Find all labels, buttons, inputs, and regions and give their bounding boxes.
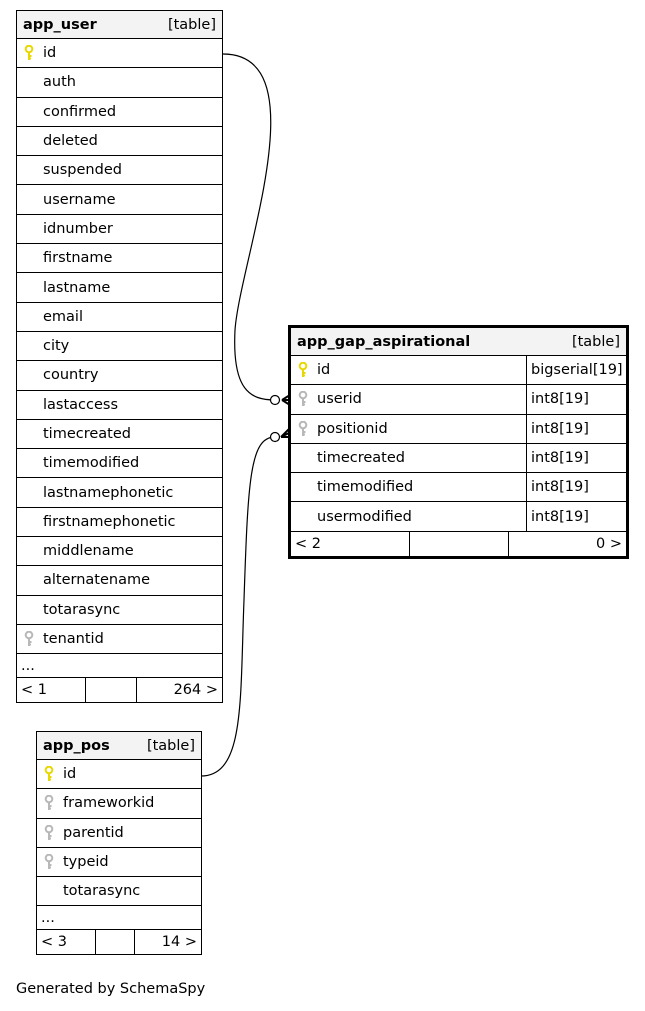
column-row[interactable] — [17, 68, 222, 97]
column-name: usermodified — [317, 508, 412, 525]
column-row[interactable] — [17, 215, 222, 244]
foreign-key-icon — [291, 421, 315, 437]
table-header — [37, 732, 201, 760]
column-row[interactable] — [291, 385, 626, 414]
primary-key-icon — [37, 766, 61, 782]
footer-spacer — [85, 678, 137, 702]
column-name: lastnamephonetic — [43, 484, 174, 501]
foreign-key-icon — [17, 631, 41, 647]
column-row[interactable] — [17, 537, 222, 566]
table-kind: [table] — [146, 737, 195, 754]
generated-by-text: Generated by SchemaSpy — [16, 981, 206, 997]
children-count[interactable]: 14 > — [161, 934, 197, 951]
column-name: userid — [317, 391, 362, 408]
column-name: positionid — [317, 420, 388, 437]
column-name: totarasync — [63, 883, 141, 900]
table-header — [291, 328, 626, 356]
foreign-key-icon — [37, 854, 61, 870]
column-row[interactable] — [37, 819, 201, 848]
table-name: app_gap_aspirational — [297, 333, 471, 350]
column-row[interactable] — [17, 244, 222, 273]
column-name: totarasync — [43, 601, 121, 618]
column-type: int8[19] — [526, 502, 626, 530]
column-row[interactable] — [291, 356, 626, 385]
column-row[interactable] — [291, 502, 626, 531]
column-row[interactable] — [17, 449, 222, 478]
column-name: tenantid — [43, 631, 104, 648]
column-row[interactable] — [17, 625, 222, 654]
column-row[interactable] — [291, 415, 626, 444]
column-name: idnumber — [43, 220, 113, 237]
column-name: parentid — [63, 824, 124, 841]
column-name: id — [63, 766, 77, 783]
more-columns-ellipsis: ... — [17, 654, 222, 678]
column-row[interactable] — [17, 596, 222, 625]
column-list — [291, 356, 626, 532]
column-name: confirmed — [43, 103, 117, 120]
column-list — [37, 760, 201, 906]
column-name: timecreated — [317, 450, 405, 467]
column-row[interactable] — [17, 273, 222, 302]
column-list — [17, 39, 222, 654]
footer-spacer — [409, 532, 509, 556]
column-row[interactable] — [17, 156, 222, 185]
column-row[interactable] — [37, 848, 201, 877]
column-row[interactable] — [37, 789, 201, 818]
table-header — [17, 11, 222, 39]
column-name: timemodified — [43, 455, 140, 472]
column-row[interactable] — [37, 877, 201, 906]
column-name: suspended — [43, 162, 122, 179]
children-count[interactable]: 264 > — [173, 682, 218, 699]
more-columns-ellipsis: ... — [37, 906, 201, 930]
table-kind: [table] — [571, 333, 620, 350]
column-type: int8[19] — [526, 444, 626, 472]
parents-count[interactable]: < 1 — [21, 682, 47, 699]
column-name: email — [43, 308, 83, 325]
column-name: lastname — [43, 279, 111, 296]
table-name: app_user — [23, 16, 97, 33]
table-footer — [37, 930, 201, 954]
foreign-key-icon — [37, 795, 61, 811]
foreign-key-icon — [291, 391, 315, 407]
column-name: timemodified — [317, 479, 414, 496]
children-count[interactable]: 0 > — [596, 535, 622, 552]
column-type: int8[19] — [526, 473, 626, 501]
table-footer — [17, 678, 222, 702]
column-name: city — [43, 338, 70, 355]
column-row[interactable] — [17, 39, 222, 68]
column-name: username — [43, 191, 116, 208]
column-name: id — [317, 362, 331, 379]
column-row[interactable] — [291, 473, 626, 502]
column-row[interactable] — [17, 508, 222, 537]
column-row[interactable] — [17, 98, 222, 127]
column-name: firstnamephonetic — [43, 513, 176, 530]
column-name: alternatename — [43, 572, 151, 589]
column-row[interactable] — [17, 127, 222, 156]
column-row[interactable] — [17, 185, 222, 214]
table-footer — [291, 532, 626, 556]
column-row[interactable] — [291, 444, 626, 473]
table-app-pos[interactable] — [36, 731, 202, 955]
column-type: bigserial[19] — [526, 356, 626, 384]
table-name: app_pos — [43, 737, 110, 754]
column-row[interactable] — [17, 420, 222, 449]
column-name: deleted — [43, 133, 98, 150]
table-app-gap-aspirational[interactable] — [288, 325, 629, 559]
table-app-user[interactable] — [16, 10, 223, 703]
primary-key-icon — [291, 362, 315, 378]
link-user-to-gap — [223, 54, 275, 400]
link-user-optional-marker — [271, 396, 280, 405]
column-name: timecreated — [43, 426, 131, 442]
footer-spacer — [95, 930, 135, 954]
foreign-key-icon — [37, 825, 61, 841]
column-name: firstname — [43, 250, 113, 267]
column-name: auth — [43, 74, 76, 91]
column-type: int8[19] — [526, 415, 626, 443]
column-name: middlename — [43, 543, 134, 560]
parents-count[interactable]: < 3 — [41, 934, 67, 951]
column-row[interactable] — [17, 391, 222, 420]
column-name: id — [43, 45, 57, 62]
column-row[interactable] — [17, 303, 222, 332]
column-type: int8[19] — [526, 385, 626, 413]
parents-count[interactable]: < 2 — [295, 535, 321, 552]
column-row[interactable] — [17, 478, 222, 507]
column-name: frameworkid — [63, 795, 155, 812]
column-row[interactable] — [37, 760, 201, 789]
column-name: typeid — [63, 854, 109, 871]
column-row[interactable] — [17, 332, 222, 361]
column-row[interactable] — [17, 566, 222, 595]
column-name: lastaccess — [43, 396, 119, 413]
column-name: country — [43, 367, 99, 384]
primary-key-icon — [17, 45, 41, 61]
table-kind: [table] — [167, 16, 216, 33]
column-row[interactable] — [17, 361, 222, 390]
link-pos-optional-marker — [271, 433, 280, 442]
